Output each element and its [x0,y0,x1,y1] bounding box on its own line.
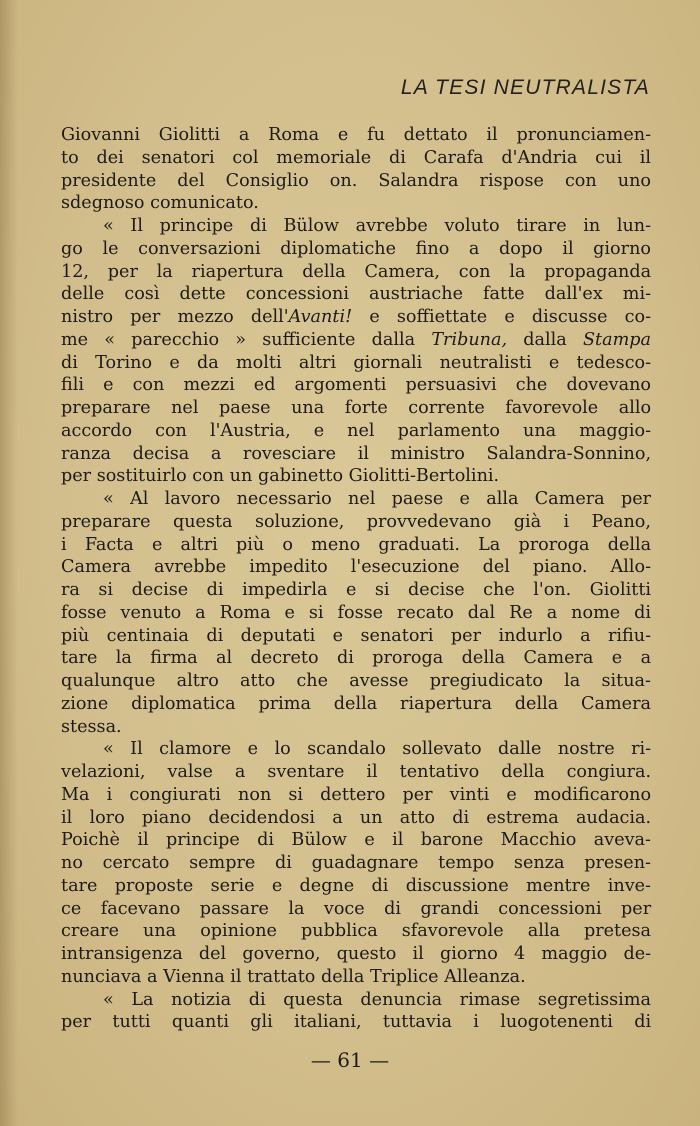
text-line: sdegnoso comunicato. [61,193,259,214]
text-line: Poichè il principe di Bülow e il barone Macchio aveva- [61,830,651,851]
text-line: tare proposte serie e degne di discussione mentre inve- [61,875,652,896]
text-line: stessa. [61,716,122,737]
text-line: me « parecchio » sufficiente dalla Tribuna, dalla Stampa [61,329,652,350]
running-head: LA TESI NEUTRALISTA [400,76,650,99]
text-line: per tutti quanti gli italiani, tuttavia i luogotenenti di [61,1012,652,1033]
text-line: per sostituirlo con un gabinetto Giolitti-Bertolini. [61,466,500,487]
text-line: 12, per la riapertura della Camera, con la propaganda [61,261,652,282]
text-line: di Torino e da molti altri giornali neutralisti e tedesco- [61,352,652,373]
text-line: zione diplomatica prima della riapertura della Camera [61,693,651,714]
text-line: Camera avrebbe impedito l'esecuzione del piano. Allo- [61,557,652,578]
spine-shadow [0,0,18,1126]
text-line: i Facta e altri più o meno graduati. La proroga della [61,534,652,555]
text-line: accordo con l'Austria, e nel parlamento una maggio- [61,420,652,441]
text-line: delle così dette concessioni austriache fatte dall'ex mi- [61,284,652,305]
text-line: più centinaia di deputati e senatori per indurlo a rifiu- [61,625,652,646]
text-line: il loro piano decidendosi a un atto di estrema audacia. [61,807,652,828]
text-line: no cercato sempre di guadagnare tempo senza presen- [61,853,651,873]
text-line: « Al lavoro necessario nel paese e alla Camera per [103,489,652,509]
text-line: « Il clamore e lo scandalo sollevato dalle nostre ri- [103,739,652,760]
text-line: fosse venuto a Roma e si fosse recato dal Re a nome di [61,602,651,623]
text-line: nunciava a Vienna il trattato della Triplice Alleanza. [61,966,526,987]
text-line: ranza decisa a rovesciare il ministro Salandra-Sonnino, [61,443,652,464]
text-line: ra si decise di impedirla e si decise che l'on. Giolitti [61,580,652,600]
text-line: Giovanni Giolitti a Roma e fu dettato il pronunciamen- [61,125,652,145]
text-line: intransigenza del governo, questo il giorno 4 maggio de- [61,944,652,964]
text-line: presidente del Consiglio on. Salandra rispose con uno [61,170,652,191]
text-line: ce facevano passare la voce di grandi concessioni per [61,898,652,919]
body-text [61,124,651,1034]
text-line: to dei senatori col memoriale di Carafa d'Andria cui il [61,147,652,168]
text-line: « La notizia di questa denuncia rimase segretissima [103,989,651,1010]
text-line: velazioni, valse a sventare il tentativo della congiura. [61,762,652,782]
text-line: nistro per mezzo dell'Avanti! e soffiettate e discusse co- [61,307,652,327]
text-line: « Il principe di Bülow avrebbe voluto tirare in lun- [103,216,652,236]
text-line: qualunque altro atto che avesse pregiudicato la situa- [61,671,651,691]
page-number: — 61 — [310,1048,390,1072]
text-line: preparare nel paese una forte corrente favorevole allo [61,398,652,418]
text-line: Ma i congiurati non si dettero per vinti e modificarono [61,784,652,805]
text-line: tare la firma al decreto di proroga della Camera e a [61,648,652,669]
text-line: preparare questa soluzione, provvedevano già i Peano, [61,511,651,532]
text-line: fili e con mezzi ed argomenti persuasivi che dovevano [61,375,651,396]
text-line: creare una opinione pubblica sfavorevole alla pretesa [61,921,652,942]
text-line: go le conversazioni diplomatiche fino a dopo il giorno [61,238,651,259]
